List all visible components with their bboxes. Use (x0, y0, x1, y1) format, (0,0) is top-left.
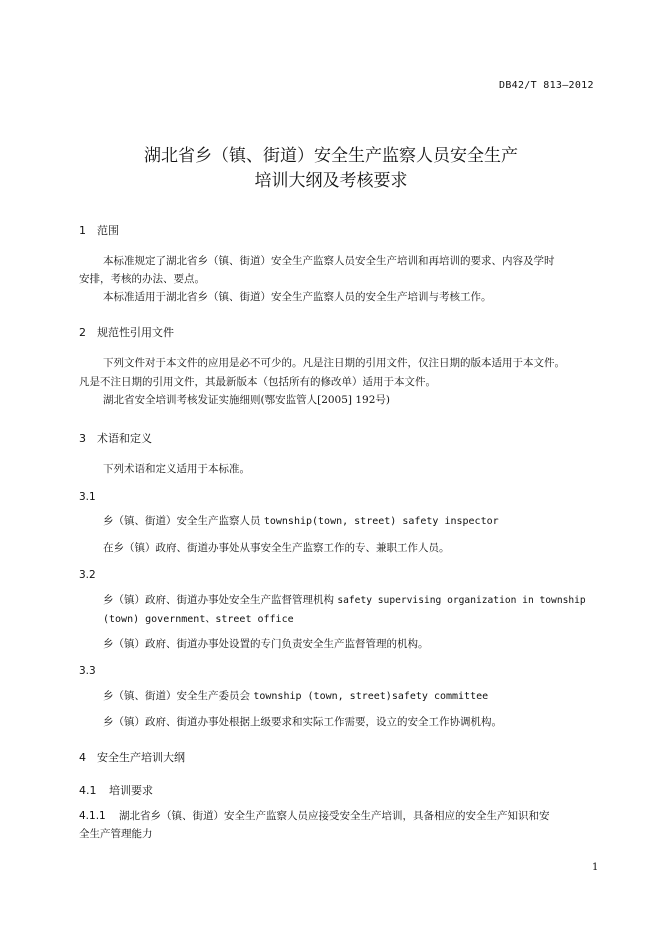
reference-item: 湖北省安全培训考核发证实施细则(鄂安监管人[2005] 192号) (103, 394, 390, 406)
paragraph: 下列术语和定义适用于本标准。 (103, 463, 250, 475)
section-4-heading (79, 749, 185, 765)
term-number: 3.3 (79, 665, 96, 677)
term-definition: 乡（镇）政府、街道办事处设置的专门负责安全生产监督管理的机构。 (103, 638, 429, 650)
term-entry (103, 513, 499, 528)
term-english: safety supervising organization in township (337, 595, 586, 606)
document-number: DB42/T 813—2012 (499, 80, 594, 91)
section-number: 2 (79, 326, 86, 339)
section-2-heading (79, 324, 174, 340)
term-chinese: 乡（镇、街道）安全生产监察人员 (103, 515, 261, 527)
document-title-line-2: 培训大纲及考核要求 (254, 171, 408, 191)
section-title: 范围 (97, 224, 119, 237)
page-number: 1 (592, 862, 599, 873)
document-title-line-1: 湖北省乡（镇、街道）安全生产监察人员安全生产 (144, 146, 518, 166)
clause-4-1-1 (79, 808, 550, 825)
section-title: 规范性引用文件 (97, 326, 174, 339)
paragraph-continuation: 安排，考核的办法、要点。 (79, 273, 205, 285)
term-entry (103, 592, 586, 607)
term-definition: 在乡（镇）政府、街道办事处从事安全生产监察工作的专、兼职工作人员。 (103, 542, 450, 554)
term-definition: 乡（镇）政府、街道办事处根据上级要求和实际工作需要，设立的安全工作协调机构。 (103, 716, 502, 728)
term-chinese: 乡（镇、街道）安全生产委员会 (103, 690, 250, 702)
term-number: 3.1 (79, 491, 96, 503)
section-number: 4 (79, 751, 86, 764)
term-english-continuation (103, 610, 294, 625)
section-title: 培训要求 (109, 784, 153, 797)
section-title: 术语和定义 (97, 432, 152, 445)
paragraph-continuation: 凡是不注日期的引用文件，其最新版本（包括所有的修改单）适用于本文件。 (79, 376, 436, 388)
clause-text: 湖北省乡（镇、街道）安全生产监察人员应接受安全生产培训，具备相应的安全生产知识和安 (119, 810, 550, 822)
clause-number: 4.1.1 (79, 810, 106, 822)
section-number: 3 (79, 432, 86, 445)
term-entry (103, 688, 488, 703)
term-english: township (town, street)safety committee (253, 691, 489, 702)
section-3-heading (79, 430, 152, 446)
paragraph: 本标准规定了湖北省乡（镇、街道）安全生产监察人员安全生产培训和再培训的要求、内容及学时 (103, 255, 555, 267)
section-title: 安全生产培训大纲 (97, 751, 185, 764)
term-number: 3.2 (79, 569, 96, 581)
section-number: 1 (79, 224, 86, 237)
paragraph: 下列文件对于本文件的应用是必不可少的。凡是注日期的引用文件，仅注日期的版本适用于本文件。 (103, 357, 565, 369)
section-number: 4.1 (79, 784, 97, 797)
term-chinese: 乡（镇）政府、街道办事处安全生产监督管理机构 (103, 594, 334, 606)
paragraph: 本标准适用于湖北省乡（镇、街道）安全生产监察人员的安全生产培训与考核工作。 (103, 291, 492, 303)
term-english: (town) government、street office (103, 614, 294, 625)
section-1-heading (79, 222, 119, 238)
term-english: township(town, street) safety inspector (263, 516, 499, 527)
clause-continuation: 全生产管理能力 (79, 828, 153, 840)
subsection-4-1-heading (79, 782, 153, 798)
